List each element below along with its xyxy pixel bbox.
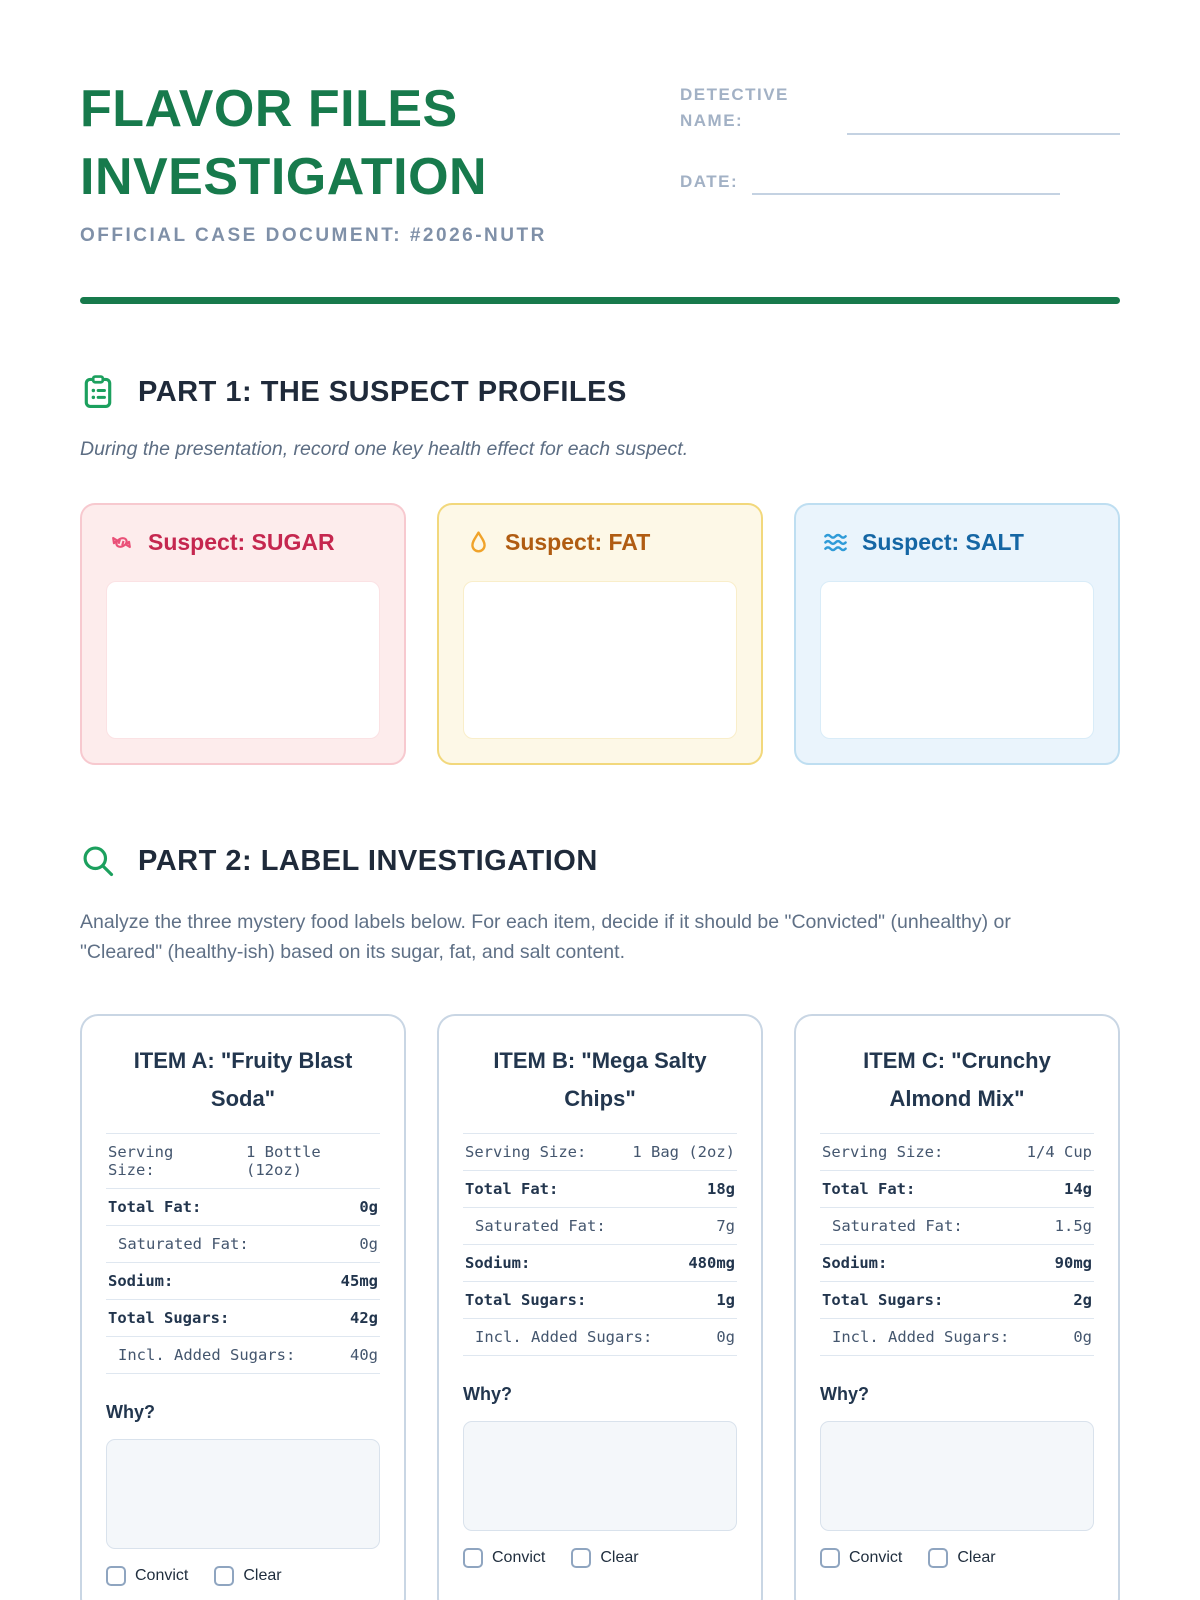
nutrition-value: 7g [716,1216,735,1235]
nutrition-value: 1/4 Cup [1026,1142,1092,1161]
convict-label: Convict [492,1548,546,1566]
nutrition-label: Serving Size: [465,1142,587,1161]
detective-name-input-line[interactable] [847,109,1120,135]
convict-label: Convict [849,1548,903,1566]
item-card-b [437,1014,763,1600]
part2-header [80,843,1120,879]
nutrition-value: 0g [716,1327,735,1346]
nutrition-value: 0g [359,1197,378,1216]
suspect-card-salt [794,503,1120,765]
nutrition-row-serving [820,1134,1094,1171]
suspect-card-sugar [80,503,406,765]
header-title-block [80,76,680,247]
nutrition-row-total-fat [106,1189,380,1226]
nutrition-row-total-fat [463,1171,737,1208]
nutrition-value: 40g [350,1345,378,1364]
item-card-a [80,1014,406,1600]
waves-icon [822,529,849,556]
nutrition-row-saturated-fat [820,1208,1094,1245]
item-c-title: ITEM C: "Crunchy Almond Mix" [820,1042,1094,1134]
convict-option[interactable] [820,1548,902,1568]
nutrition-row-total-sugars [106,1300,380,1337]
nutrition-row-total-sugars [463,1282,737,1319]
candy-icon [108,529,135,556]
suspect-fat-label: Suspect: FAT [505,529,651,556]
suspect-sugar-note-box[interactable] [106,581,380,739]
clipboard-icon [80,374,116,410]
part1-heading: PART 1: THE SUSPECT PROFILES [138,375,627,408]
nutrition-label: Incl. Added Sugars: [475,1327,653,1346]
clear-checkbox[interactable] [214,1566,234,1586]
nutrition-row-sodium [106,1263,380,1300]
part1-instruction: During the presentation, record one key health effect for each suspect. [80,438,689,461]
why-textarea-a[interactable] [106,1439,380,1549]
nutrition-label: Incl. Added Sugars: [118,1345,296,1364]
header-fields-block [680,76,1120,247]
convict-checkbox[interactable] [820,1548,840,1568]
nutrition-label: Total Sugars: [822,1290,944,1309]
nutrition-value: 1g [716,1290,735,1309]
nutrition-value: 0g [359,1234,378,1253]
suspect-salt-title-row [820,529,1094,556]
clear-label: Clear [243,1566,282,1584]
suspect-sugar-title-row [106,529,380,556]
why-label: Why? [106,1401,155,1422]
nutrition-value: 1 Bag (2oz) [632,1142,735,1161]
why-label: Why? [463,1383,512,1404]
nutrition-label: Sodium: [465,1253,531,1272]
nutrition-row-saturated-fat [463,1208,737,1245]
header [80,76,1120,247]
nutrition-row-sodium [820,1245,1094,1282]
convict-checkbox[interactable] [106,1566,126,1586]
suspect-salt-note-box[interactable] [820,581,1094,739]
clear-checkbox[interactable] [571,1548,591,1568]
nutrition-value: 18g [707,1179,735,1198]
part1-header [80,374,1120,410]
nutrition-label: Total Sugars: [108,1308,230,1327]
date-input-line[interactable] [752,169,1060,195]
suspect-fat-note-box[interactable] [463,581,737,739]
convict-label: Convict [135,1566,189,1584]
nutrition-label: Total Sugars: [465,1290,587,1309]
nutrition-label: Total Fat: [108,1197,202,1216]
suspect-sugar-label: Suspect: SUGAR [148,529,335,556]
part2-instruction: Analyze the three mystery food labels below. For each item, decide if it should be "Convicted" (unhealthy) or "Cleared" (healthy-ish) based on its sugar, fat, and salt content. [80,911,1011,964]
convict-option[interactable] [463,1548,545,1568]
item-cards-row [80,1014,1120,1600]
clear-label: Clear [600,1548,639,1566]
page-title-line2: INVESTIGATION [80,147,488,206]
nutrition-row-sodium [463,1245,737,1282]
nutrition-row-total-fat [820,1171,1094,1208]
nutrition-label: Sodium: [822,1253,888,1272]
why-label: Why? [820,1383,869,1404]
nutrition-label: Serving Size: [108,1142,174,1179]
nutrition-value: 1 Bottle (12oz) [246,1142,321,1179]
why-textarea-c[interactable] [820,1421,1094,1531]
item-card-c [794,1014,1120,1600]
nutrition-row-added-sugars [820,1319,1094,1356]
nutrition-row-added-sugars [106,1337,380,1374]
nutrition-value: 90mg [1054,1253,1092,1272]
suspect-card-fat [437,503,763,765]
clear-checkbox[interactable] [928,1548,948,1568]
search-icon [80,843,116,879]
nutrition-label: Saturated Fat: [118,1234,249,1253]
nutrition-label: Saturated Fat: [832,1216,963,1235]
clear-label: Clear [957,1548,996,1566]
verdict-row-b [463,1548,737,1568]
case-document-subtitle: OFFICIAL CASE DOCUMENT: #2026-NUTR [80,225,547,247]
nutrition-row-serving [463,1134,737,1171]
clear-option[interactable] [928,1548,995,1568]
clear-option[interactable] [214,1566,281,1586]
part2-heading: PART 2: LABEL INVESTIGATION [138,844,598,877]
why-textarea-b[interactable] [463,1421,737,1531]
convict-checkbox[interactable] [463,1548,483,1568]
date-field-row [680,169,1120,195]
page-title-line1: FLAVOR FILES [80,80,458,138]
nutrition-value: 42g [350,1308,378,1327]
verdict-row-a [106,1566,380,1586]
nutrition-label: Total Fat: [465,1179,559,1198]
nutrition-row-saturated-fat [106,1226,380,1263]
detective-name-label: DETECTIVE NAME: [680,85,789,131]
item-b-title: ITEM B: "Mega Salty Chips" [463,1042,737,1134]
nutrition-value: 14g [1064,1179,1092,1198]
nutrition-label: Serving Size: [822,1142,944,1161]
droplet-icon [465,529,492,556]
nutrition-label: Sodium: [108,1271,174,1290]
suspect-salt-label: Suspect: SALT [862,529,1024,556]
date-label: DATE: [680,171,739,191]
nutrition-label: Incl. Added Sugars: [832,1327,1010,1346]
nutrition-label: Total Fat: [822,1179,916,1198]
nutrition-value: 480mg [688,1253,735,1272]
nutrition-row-serving [106,1134,380,1189]
nutrition-label: Saturated Fat: [475,1216,606,1235]
green-divider [80,297,1120,304]
suspect-cards-row [80,503,1120,765]
nutrition-row-added-sugars [463,1319,737,1356]
verdict-row-c [820,1548,1094,1568]
suspect-fat-title-row [463,529,737,556]
page-title [80,76,680,211]
nutrition-value: 1.5g [1054,1216,1092,1235]
nutrition-value: 45mg [340,1271,378,1290]
nutrition-row-total-sugars [820,1282,1094,1319]
nutrition-value: 2g [1073,1290,1092,1309]
clear-option[interactable] [571,1548,638,1568]
item-a-title: ITEM A: "Fruity Blast Soda" [106,1042,380,1134]
nutrition-value: 0g [1073,1327,1092,1346]
detective-name-field-row [680,82,1120,135]
convict-option[interactable] [106,1566,188,1586]
